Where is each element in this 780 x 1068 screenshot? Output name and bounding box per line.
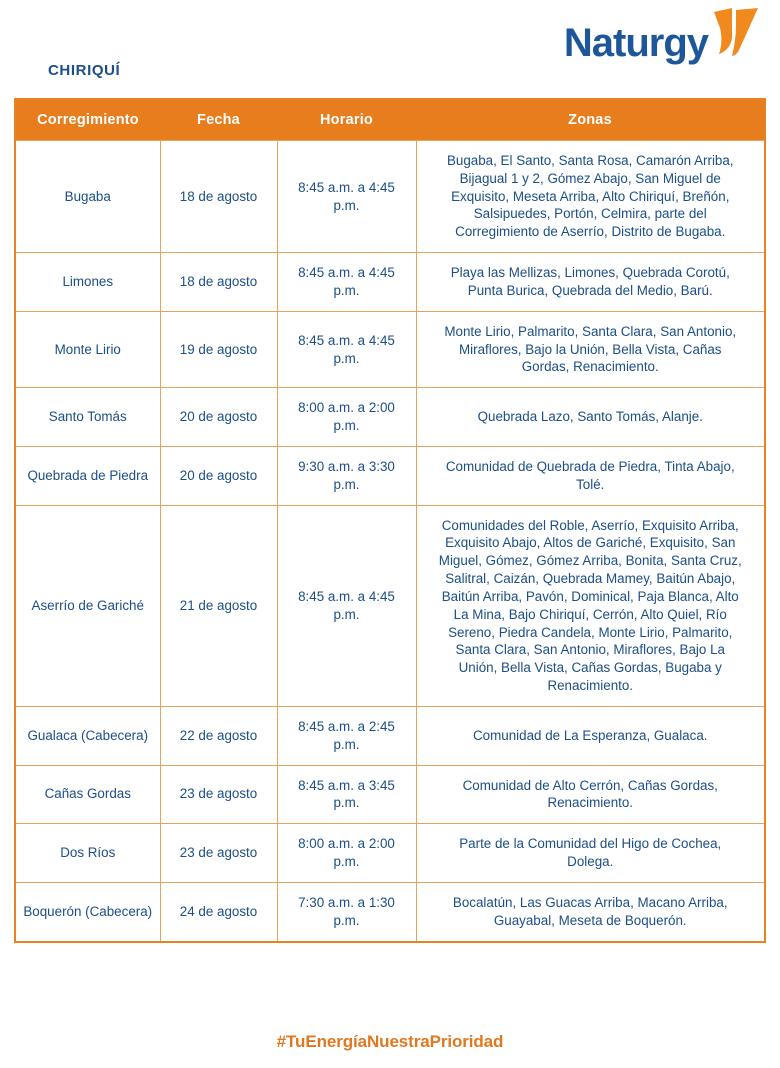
cell-fecha: 18 de agosto (160, 141, 277, 253)
cell-fecha: 20 de agosto (160, 388, 277, 447)
table-row (16, 446, 764, 505)
naturgy-logo (564, 22, 762, 63)
cell-fecha: 23 de agosto (160, 824, 277, 883)
table-row (16, 824, 764, 883)
cell-corregimiento: Bugaba (16, 141, 160, 253)
cell-fecha: 18 de agosto (160, 253, 277, 312)
table-row (16, 765, 764, 824)
cell-horario: 7:30 a.m. a 1:30 p.m. (277, 882, 416, 940)
cell-fecha: 23 de agosto (160, 765, 277, 824)
cell-fecha: 22 de agosto (160, 706, 277, 765)
table-row (16, 505, 764, 706)
schedule-table-container (14, 98, 766, 943)
cell-corregimiento: Quebrada de Piedra (16, 446, 160, 505)
page-title: CHIRIQUÍ (48, 62, 121, 79)
cell-corregimiento: Dos Ríos (16, 824, 160, 883)
cell-corregimiento: Aserrío de Gariché (16, 505, 160, 706)
cell-horario: 8:45 a.m. a 2:45 p.m. (277, 706, 416, 765)
cell-zonas: Comunidad de Quebrada de Piedra, Tinta Abajo, Tolé. (416, 446, 764, 505)
cell-zonas: Comunidad de Alto Cerrón, Cañas Gordas, Renacimiento. (416, 765, 764, 824)
page-footer (0, 1032, 780, 1052)
column-header-zonas: Zonas (416, 100, 764, 141)
cell-horario: 8:45 a.m. a 3:45 p.m. (277, 765, 416, 824)
cell-horario: 8:45 a.m. a 4:45 p.m. (277, 505, 416, 706)
cell-fecha: 19 de agosto (160, 311, 277, 387)
column-header-fecha: Fecha (160, 100, 277, 141)
table-row (16, 253, 764, 312)
cell-corregimiento: Limones (16, 253, 160, 312)
column-header-horario: Horario (277, 100, 416, 141)
cell-corregimiento: Gualaca (Cabecera) (16, 706, 160, 765)
brand-wordmark: Naturgy (563, 20, 708, 65)
naturgy-flame-icon (712, 6, 762, 63)
cell-horario: 9:30 a.m. a 3:30 p.m. (277, 446, 416, 505)
cell-zonas: Bocalatún, Las Guacas Arriba, Macano Arriba, Guayabal, Meseta de Boquerón. (416, 882, 764, 940)
campaign-hashtag: #TuEnergíaNuestraPrioridad (276, 1032, 504, 1051)
table-row (16, 706, 764, 765)
page-header (0, 0, 780, 98)
cell-zonas: Parte de la Comunidad del Higo de Cochea, Dolega. (416, 824, 764, 883)
cell-corregimiento: Cañas Gordas (16, 765, 160, 824)
table-row (16, 311, 764, 387)
cell-horario: 8:45 a.m. a 4:45 p.m. (277, 141, 416, 253)
table-body (16, 141, 764, 941)
cell-horario: 8:45 a.m. a 4:45 p.m. (277, 311, 416, 387)
cell-fecha: 21 de agosto (160, 505, 277, 706)
cell-horario: 8:00 a.m. a 2:00 p.m. (277, 824, 416, 883)
column-header-corregimiento: Corregimiento (16, 100, 160, 141)
cell-horario: 8:00 a.m. a 2:00 p.m. (277, 388, 416, 447)
schedule-table (16, 100, 764, 941)
cell-fecha: 24 de agosto (160, 882, 277, 940)
cell-corregimiento: Monte Lirio (16, 311, 160, 387)
cell-corregimiento: Boquerón (Cabecera) (16, 882, 160, 940)
cell-zonas: Bugaba, El Santo, Santa Rosa, Camarón Arriba, Bijagual 1 y 2, Gómez Abajo, San Miguel de Exquisito, Meseta Arriba, Alto Chiriquí, Breñón, Salsipuedes, Portón, Celmira, parte del Corregimiento de Aserrío, Distrito de Bugaba. (416, 141, 764, 253)
cell-horario: 8:45 a.m. a 4:45 p.m. (277, 253, 416, 312)
cell-fecha: 20 de agosto (160, 446, 277, 505)
cell-zonas: Playa las Mellizas, Limones, Quebrada Corotú, Punta Burica, Quebrada del Medio, Barú. (416, 253, 764, 312)
table-header-row (16, 100, 764, 141)
cell-zonas: Monte Lirio, Palmarito, Santa Clara, San Antonio, Miraflores, Bajo la Unión, Bella Vista, Cañas Gordas, Renacimiento. (416, 311, 764, 387)
cell-zonas: Comunidad de La Esperanza, Gualaca. (416, 706, 764, 765)
table-row (16, 882, 764, 940)
table-header (16, 100, 764, 141)
cell-corregimiento: Santo Tomás (16, 388, 160, 447)
table-row (16, 388, 764, 447)
cell-zonas: Comunidades del Roble, Aserrío, Exquisito Arriba, Exquisito Abajo, Altos de Gariché, Exquisito, San Miguel, Gómez, Gómez Arriba, Bonita, Santa Cruz, Salitral, Caizán, Quebrada Mamey, Baitún Abajo, Baitún Arriba, Pavón, Dominical, Paja Blanca, Alto La Mina, Bajo Chiriquí, Cerrón, Alto Quiel, Río Sereno, Piedra Candela, Monte Lirio, Palmarito, Santa Clara, San Antonio, Miraflores, Bajo La Unión, Bella Vista, Cañas Gordas, Bugaba y Renacimiento. (416, 505, 764, 706)
table-row (16, 141, 764, 253)
cell-zonas: Quebrada Lazo, Santo Tomás, Alanje. (416, 388, 764, 447)
